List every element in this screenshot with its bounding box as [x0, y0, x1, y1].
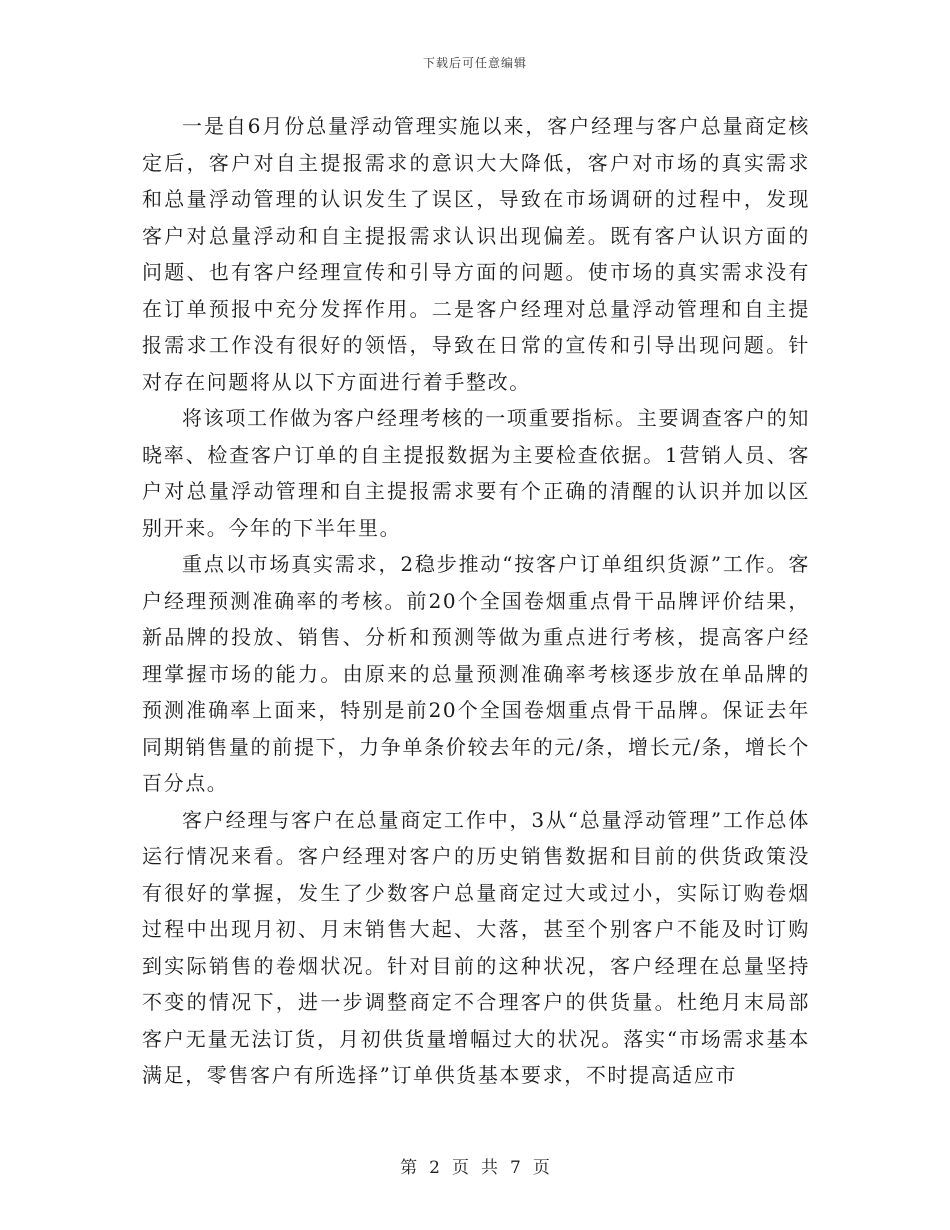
document-body [142, 108, 810, 1094]
paragraph-3: 重点以市场真实需求，2稳步推动“按客户订单组织货源”工作。客户经理预测准确率的考核。前20个全国卷烟重点骨干品牌评价结果，新品牌的投放、销售、分析和预测等做为重点进行考核，提高客户经理掌握市场的能力。由原来的总量预测准确率考核逐步放在单品牌的预测准确率上面来，特别是前20个全国卷烟重点骨干品牌。保证去年同期销售量的前提下，力争单条价较去年的元/条，增长元/条，增长个百分点。 [142, 552, 810, 795]
page-footer [0, 1153, 950, 1178]
paragraph-4: 客户经理与客户在总量商定工作中，3从“总量浮动管理”工作总体运行情况来看。客户经理对客户的历史销售数据和目前的供货政策没有很好的掌握，发生了少数客户总量商定过大或过小，实际订购卷烟过程中出现月初、月末销售大起、大落，甚至个别客户不能及时订购到实际销售的卷烟状况。针对目前的这种状况，客户经理在总量坚持不变的情况下，进一步调整商定不合理客户的供货量。杜绝月末局部客户无量无法订货，月初供货量增幅过大的状况。落实“市场需求基本满足，零售客户有所选择”订单供货基本要求，不时提高适应市 [142, 807, 810, 1087]
footer-current-page: 2 [429, 1158, 440, 1178]
paragraph-2: 将该项工作做为客户经理考核的一项重要指标。主要调查客户的知晓率、检查客户订单的自主提报数据为主要检查依据。1营销人员、客户对总量浮动管理和自主提报需求要有个正确的清醒的认识并加以区别开来。今年的下半年里。 [142, 406, 810, 540]
footer-suffix: 页 [532, 1158, 550, 1178]
header-note: 下载后可任意编辑 [422, 56, 527, 70]
footer-prefix: 第 [400, 1158, 418, 1178]
footer-total-pages: 7 [510, 1158, 521, 1178]
footer-page-word: 页 [452, 1158, 469, 1178]
footer-total-prefix: 共 [481, 1158, 498, 1178]
paragraph-1: 一是自6月份总量浮动管理实施以来，客户经理与客户总量商定核定后，客户对自主提报需求的意识大大降低，客户对市场的真实需求和总量浮动管理的认识发生了误区，导致在市场调研的过程中，发现客户对总量浮动和自主提报需求认识出现偏差。既有客户认识方面的问题、也有客户经理宣传和引导方面的问题。使市场的真实需求没有在订单预报中充分发挥作用。二是客户经理对总量浮动管理和自主提报需求工作没有很好的领悟，导致在日常的宣传和引导出现问题。针对存在问题将从以下方面进行着手整改。 [142, 114, 810, 394]
